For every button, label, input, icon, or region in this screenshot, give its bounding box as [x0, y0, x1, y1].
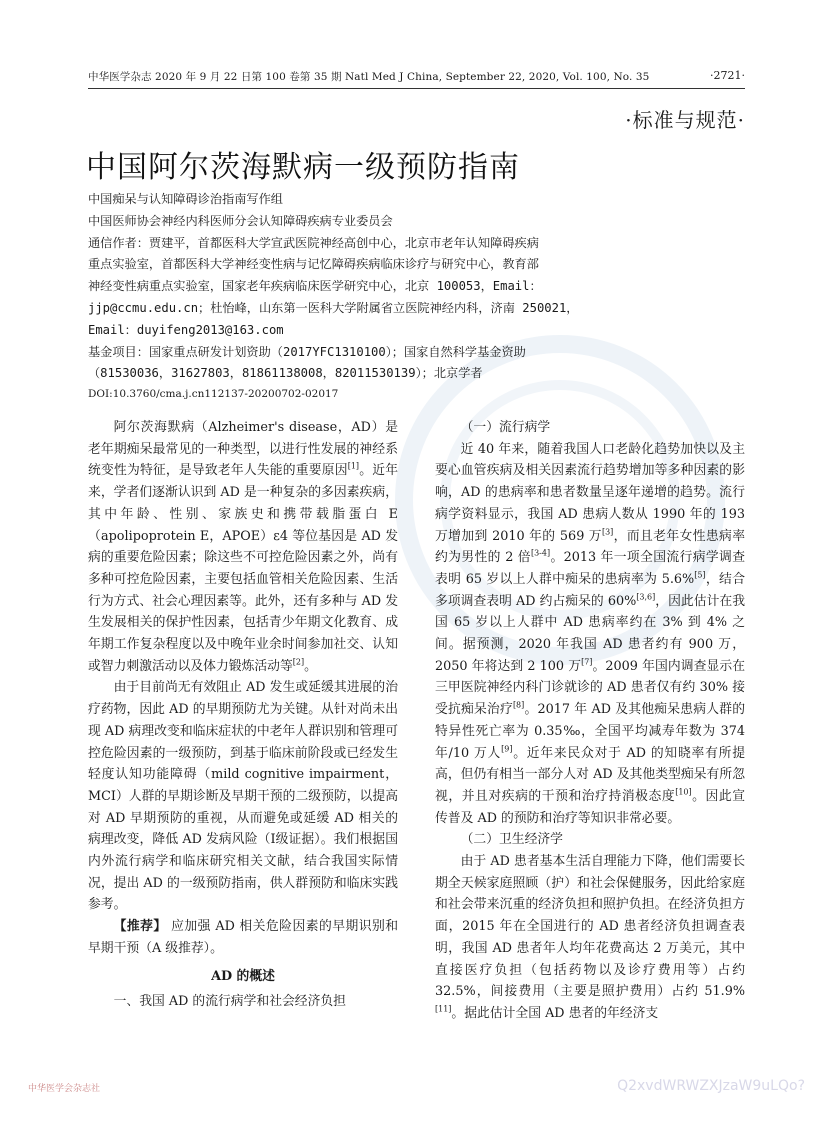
citation: [2] — [292, 657, 305, 667]
recommendation: 【推荐】 应加强 AD 相关危险因素的早期识别和早期干预（A 级推荐）。 — [88, 919, 398, 956]
citation: [11] — [435, 1004, 452, 1014]
subsection-heading: （二）卫生经济学 — [460, 832, 563, 848]
citation: [3,6] — [636, 592, 656, 602]
subsection-heading: 一、我国 AD 的流行病学和社会经济负担 — [113, 994, 346, 1010]
citation: [1] — [347, 462, 360, 472]
citation: [3] — [601, 527, 614, 537]
footer-watermark-code: Q2xvdWRWZXJzaW9uLQo? — [617, 1078, 805, 1094]
subsection-heading: （一）流行病学 — [460, 420, 551, 435]
intro-paragraph: 阿尔茨海默病（Alzheimer's disease，AD）是老年期痴呆最常见的一种类型，以进行性发展的神经系统变性为特征，是导致老年人失能的重要原因[1]。近年来，学者们逐渐认识到 AD 是一种复杂的多因素疾病，其中年龄、性别、家族史和携带载脂蛋白 E（apolipoprotein E，APOE）ε4 等位基因是 AD 发病的重要危险因素；除这些不可控危险因素之外，尚有多种可控危险因素，主要包括血管相关危险因素、生活行为方式、社会心理因素等。此外，还有多种与 AD 发生发展相关的保护性因素，包括青少年期文化教育、成年期工作复杂程度以及中晚年业余时间参加社交、认知或智力刺激活动以及体力锻炼活动等[2]。 — [88, 420, 399, 674]
citation: [10] — [675, 787, 692, 797]
citation: [3-4] — [530, 548, 551, 558]
meta-line: （81530036，31627803，81861138008，82011530139）；北京学者 — [88, 366, 483, 381]
section-heading: AD 的概述 — [211, 968, 275, 984]
economics-paragraph: 由于 AD 患者基本生活自理能力下降，他们需要长期全天候家庭照顾（护）和社会保健服务，因此给家庭和社会带来沉重的经济负担和照护负担。在经济负担方面，2015 年在全国进行的 AD 患者经济负担调查表明，我国 AD 患者年人均年花费高达 2 万美元，其中直接医疗负担（包括药物以及诊疗费用等）占约 32.5%，间接费用（主要是照护费用）占约 51.9%[11]。据此估计全国 AD 患者的年经济支 — [435, 854, 745, 1021]
meta-line: Email：duyifeng2013@163.com — [88, 322, 284, 337]
right-column — [435, 417, 745, 1025]
meta-line: 中国医师协会神经内科医师分会认知障碍疾病专业委员会 — [88, 213, 393, 228]
journal-header: 中华医学杂志 2020 年 9 月 22 日第 100 卷第 35 期 Natl Med J China, September 22, 2020, Vol. 100, No. 35 — [88, 71, 650, 83]
publisher-logo: 中华医学会杂志社 — [28, 1084, 101, 1094]
citation: [5] — [694, 570, 706, 580]
recommendation-label: 【推荐】 — [113, 919, 167, 935]
meta-line: 中国痴呆与认知障碍诊治指南写作组 — [88, 192, 283, 206]
prevention-paragraph: 由于目前尚无有效阻止 AD 发生或延缓其进展的治疗药物，因此 AD 的早期预防尤为关键。从针对尚未出现 AD 病理改变和临床症状的中老年人群识别和管理可控危险因素的一级预防，到基于临床前阶段或已经发生轻度认知功能障碍（mild cognitive impairment，MCI）人群的早期诊断及早期干预的二级预防，以提高对 AD 早期预防的重视，从而避免或延缓 AD 相关的病理改变，降低 AD 发病风险（Ⅰ级证据）。我们根据国内外流行病学和临床研究相关文献，结合我国实际情况，提出 AD 的一级预防指南，供人群预防和临床实践参考。 — [88, 680, 398, 913]
section-label: ·标准与规范· — [625, 108, 745, 132]
meta-line: 通信作者：贾建平，首都医科大学宣武医院神经高创中心，北京市老年认知障碍疾病 — [88, 235, 539, 250]
left-column — [88, 417, 398, 1013]
article-title: 中国阿尔茨海默病一级预防指南 — [86, 150, 520, 185]
citation: [9] — [501, 744, 513, 754]
author-affiliation-block — [88, 189, 648, 385]
meta-line: 重点实验室，首都医科大学神经变性病与记忆障碍疾病临床诊疗与研究中心，教育部 — [88, 257, 539, 272]
page-number: ·2721· — [710, 69, 745, 82]
epidemiology-paragraph: 近 40 年来，随着我国人口老龄化趋势加快以及主要心血管疾病及相关因素流行趋势增加等多种因素的影响，AD 的患病率和患者数量呈逐年递增的趋势。流行病学资料显示，我国 AD 患病人数从 1990 年的 193 万增加到 2010 年的 569 万[3]，而且老年女性患病率约为男性的 2 倍[3-4]。2013 年一项全国流行病学调查表明 65 岁以上人群中痴呆的患病率为 5.6%[5]，结合多项调查表明 AD 约占痴呆的 60%[3,6]，因此估计在我国 65 岁以上人群中 AD 患病率约在 3% 到 4% 之间。据预测，2020 年我国 AD 患者约有 900 万，2050 年将达到 2 100 万[7]。2009 年国内调查显示在三甲医院神经内科门诊就诊的 AD 患者仅有约 30% 接受抗痴呆治疗[8]。2017 年 AD 及其他痴呆患病人群的特异性死亡率为 0.35‰，全国平均减寿年数为 374 年/10 万人[9]。近年来民众对于 AD 的知晓率有所提高，但仍有相当一部分人对 AD 及其他类型痴呆有所忽视，并且对疾病的干预和治疗持消极态度[10]。因此宣传普及 AD 的预防和治疗等知识非常必要。 — [435, 441, 746, 826]
doi: DOI:10.3760/cma.j.cn112137-20200702-02017 — [88, 388, 339, 400]
meta-line: 基金项目：国家重点研发计划资助（2017YFC1310100）；国家自然科学基金资助 — [88, 344, 526, 359]
citation: [8] — [512, 700, 525, 710]
citation: [7] — [581, 657, 593, 667]
header-rule — [88, 88, 745, 89]
meta-line: 神经变性病重点实验室，国家老年疾病临床医学研究中心，北京 100053，Email： — [88, 279, 542, 294]
meta-line: jjp@ccmu.edu.cn；杜怡峰，山东第一医科大学附属省立医院神经内科，济南 250021， — [88, 300, 579, 315]
